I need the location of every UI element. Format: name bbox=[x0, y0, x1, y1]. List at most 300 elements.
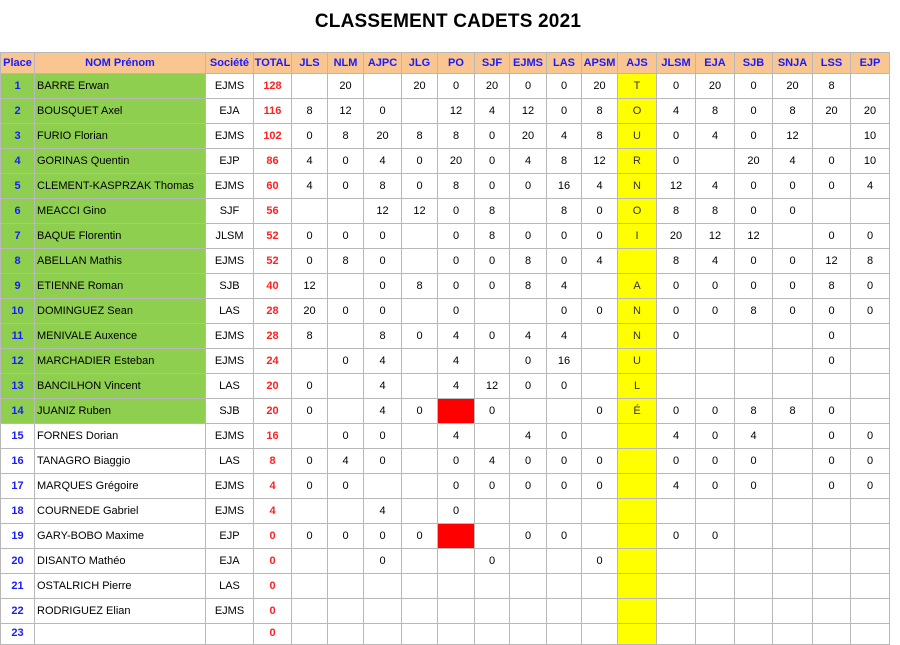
club-cell: EJP bbox=[206, 149, 254, 174]
score-cell-jls bbox=[292, 199, 328, 224]
score-cell-eja bbox=[696, 349, 735, 374]
total-cell: 0 bbox=[254, 524, 292, 549]
header-lss: LSS bbox=[813, 53, 851, 74]
score-cell-jls: 0 bbox=[292, 249, 328, 274]
score-cell-lss bbox=[813, 524, 851, 549]
score-cell-eja: 0 bbox=[696, 399, 735, 424]
place-cell: 6 bbox=[1, 199, 35, 224]
score-cell-eja: 0 bbox=[696, 299, 735, 324]
table-row bbox=[1, 474, 890, 499]
score-cell-jlg bbox=[402, 599, 438, 624]
name-cell: RODRIGUEZ Elian bbox=[35, 599, 206, 624]
score-cell-snja bbox=[773, 224, 813, 249]
score-cell-sjb bbox=[735, 349, 773, 374]
score-cell-sjb bbox=[735, 549, 773, 574]
score-cell-snja bbox=[773, 524, 813, 549]
score-cell-ejp: 10 bbox=[851, 149, 890, 174]
score-cell-lss bbox=[813, 549, 851, 574]
score-cell-apsm bbox=[582, 524, 618, 549]
place-cell: 4 bbox=[1, 149, 35, 174]
score-cell-ajs bbox=[618, 574, 657, 599]
score-cell-lss: 12 bbox=[813, 249, 851, 274]
score-cell-po: 0 bbox=[438, 74, 475, 99]
score-cell-sjb: 8 bbox=[735, 299, 773, 324]
club-cell: SJB bbox=[206, 274, 254, 299]
place-cell: 15 bbox=[1, 424, 35, 449]
name-cell: MENIVALE Auxence bbox=[35, 324, 206, 349]
score-cell-jlg bbox=[402, 374, 438, 399]
score-cell-nlm: 20 bbox=[328, 74, 364, 99]
score-cell-ejms: 0 bbox=[510, 524, 547, 549]
score-cell-ejms bbox=[510, 299, 547, 324]
score-cell-po: 20 bbox=[438, 149, 475, 174]
score-cell-eja: 0 bbox=[696, 474, 735, 499]
score-cell-ajs: R bbox=[618, 149, 657, 174]
score-cell-sjb bbox=[735, 524, 773, 549]
score-cell-lss bbox=[813, 624, 851, 645]
score-cell-ajs bbox=[618, 524, 657, 549]
score-cell-ajpc: 20 bbox=[364, 124, 402, 149]
score-cell-las: 0 bbox=[547, 449, 582, 474]
score-cell-po bbox=[438, 524, 475, 549]
header-name: NOM Prénom bbox=[35, 53, 206, 74]
total-cell: 0 bbox=[254, 574, 292, 599]
score-cell-sjf: 0 bbox=[475, 124, 510, 149]
total-cell: 0 bbox=[254, 549, 292, 574]
score-cell-ajpc: 4 bbox=[364, 499, 402, 524]
total-cell: 56 bbox=[254, 199, 292, 224]
score-cell-ajpc bbox=[364, 599, 402, 624]
score-cell-jlg bbox=[402, 424, 438, 449]
score-cell-eja: 4 bbox=[696, 174, 735, 199]
score-cell-jlsm bbox=[657, 624, 696, 645]
score-cell-jls: 0 bbox=[292, 124, 328, 149]
score-cell-jls bbox=[292, 624, 328, 645]
club-cell: EJMS bbox=[206, 424, 254, 449]
score-cell-ejms bbox=[510, 549, 547, 574]
score-cell-eja: 20 bbox=[696, 74, 735, 99]
header-sjb: SJB bbox=[735, 53, 773, 74]
page-title: CLASSEMENT CADETS 2021 bbox=[314, 11, 582, 32]
score-cell-ajpc: 8 bbox=[364, 174, 402, 199]
name-cell: BANCILHON Vincent bbox=[35, 374, 206, 399]
score-cell-lss: 0 bbox=[813, 324, 851, 349]
score-cell-sjb: 0 bbox=[735, 174, 773, 199]
score-cell-apsm bbox=[582, 274, 618, 299]
score-cell-eja: 4 bbox=[696, 124, 735, 149]
score-cell-las: 8 bbox=[547, 149, 582, 174]
score-cell-las: 0 bbox=[547, 99, 582, 124]
ranking-body bbox=[1, 74, 890, 645]
score-cell-ejms bbox=[510, 574, 547, 599]
score-cell-snja bbox=[773, 624, 813, 645]
score-cell-sjf: 0 bbox=[475, 474, 510, 499]
score-cell-ejp bbox=[851, 599, 890, 624]
club-cell: EJP bbox=[206, 524, 254, 549]
score-cell-nlm bbox=[328, 374, 364, 399]
score-cell-sjf bbox=[475, 349, 510, 374]
score-cell-jlsm bbox=[657, 374, 696, 399]
score-cell-sjf bbox=[475, 624, 510, 645]
score-cell-sjf: 20 bbox=[475, 74, 510, 99]
score-cell-sjb: 0 bbox=[735, 124, 773, 149]
score-cell-jlg: 20 bbox=[402, 74, 438, 99]
place-cell: 20 bbox=[1, 549, 35, 574]
table-row bbox=[1, 374, 890, 399]
score-cell-apsm bbox=[582, 574, 618, 599]
score-cell-ajpc: 4 bbox=[364, 374, 402, 399]
score-cell-jls bbox=[292, 549, 328, 574]
score-cell-sjb: 4 bbox=[735, 424, 773, 449]
score-cell-ajpc: 0 bbox=[364, 449, 402, 474]
score-cell-ajs: U bbox=[618, 349, 657, 374]
score-cell-jlg bbox=[402, 624, 438, 645]
score-cell-lss: 0 bbox=[813, 299, 851, 324]
score-cell-sjf: 0 bbox=[475, 149, 510, 174]
score-cell-ajs bbox=[618, 249, 657, 274]
score-cell-ajpc: 0 bbox=[364, 224, 402, 249]
score-cell-jlsm: 0 bbox=[657, 399, 696, 424]
score-cell-snja: 0 bbox=[773, 274, 813, 299]
score-cell-nlm: 0 bbox=[328, 474, 364, 499]
name-cell: FURIO Florian bbox=[35, 124, 206, 149]
score-cell-snja: 8 bbox=[773, 399, 813, 424]
score-cell-jlg bbox=[402, 474, 438, 499]
club-cell: JLSM bbox=[206, 224, 254, 249]
total-cell: 28 bbox=[254, 299, 292, 324]
score-cell-sjb: 12 bbox=[735, 224, 773, 249]
score-cell-sjf: 8 bbox=[475, 199, 510, 224]
score-cell-ejms: 0 bbox=[510, 474, 547, 499]
table-row bbox=[1, 224, 890, 249]
score-cell-jlg: 12 bbox=[402, 199, 438, 224]
score-cell-po: 4 bbox=[438, 374, 475, 399]
name-cell: MARQUES Grégoire bbox=[35, 474, 206, 499]
score-cell-ajs bbox=[618, 599, 657, 624]
place-cell: 21 bbox=[1, 574, 35, 599]
score-cell-apsm: 0 bbox=[582, 299, 618, 324]
score-cell-lss bbox=[813, 574, 851, 599]
score-cell-sjb bbox=[735, 499, 773, 524]
place-cell: 19 bbox=[1, 524, 35, 549]
name-cell: CLEMENT-KASPRZAK Thomas bbox=[35, 174, 206, 199]
score-cell-apsm: 20 bbox=[582, 74, 618, 99]
score-cell-jlsm: 4 bbox=[657, 99, 696, 124]
score-cell-ajs: U bbox=[618, 124, 657, 149]
score-cell-las: 4 bbox=[547, 124, 582, 149]
total-cell: 28 bbox=[254, 324, 292, 349]
club-cell: EJMS bbox=[206, 249, 254, 274]
score-cell-apsm bbox=[582, 424, 618, 449]
score-cell-jlg: 0 bbox=[402, 149, 438, 174]
score-cell-nlm: 4 bbox=[328, 449, 364, 474]
score-cell-ajs bbox=[618, 499, 657, 524]
score-cell-ajpc: 4 bbox=[364, 149, 402, 174]
score-cell-ajs bbox=[618, 449, 657, 474]
place-cell: 1 bbox=[1, 74, 35, 99]
score-cell-po bbox=[438, 399, 475, 424]
score-cell-lss: 20 bbox=[813, 99, 851, 124]
score-cell-ejp: 0 bbox=[851, 424, 890, 449]
table-row bbox=[1, 174, 890, 199]
score-cell-nlm: 0 bbox=[328, 149, 364, 174]
score-cell-ajpc: 0 bbox=[364, 524, 402, 549]
score-cell-las bbox=[547, 624, 582, 645]
score-cell-las: 4 bbox=[547, 324, 582, 349]
score-cell-lss: 0 bbox=[813, 349, 851, 374]
score-cell-snja: 0 bbox=[773, 174, 813, 199]
score-cell-jlg bbox=[402, 249, 438, 274]
score-cell-lss: 0 bbox=[813, 224, 851, 249]
score-cell-nlm: 0 bbox=[328, 524, 364, 549]
score-cell-ajpc: 4 bbox=[364, 349, 402, 374]
score-cell-ejms: 0 bbox=[510, 74, 547, 99]
score-cell-apsm bbox=[582, 499, 618, 524]
score-cell-ejms bbox=[510, 399, 547, 424]
score-cell-jlsm: 4 bbox=[657, 474, 696, 499]
score-cell-apsm: 0 bbox=[582, 549, 618, 574]
score-cell-nlm: 0 bbox=[328, 349, 364, 374]
score-cell-ejms bbox=[510, 624, 547, 645]
score-cell-ejp bbox=[851, 524, 890, 549]
score-cell-sjb bbox=[735, 574, 773, 599]
club-cell: LAS bbox=[206, 299, 254, 324]
total-cell: 24 bbox=[254, 349, 292, 374]
score-cell-po: 8 bbox=[438, 124, 475, 149]
score-cell-snja: 8 bbox=[773, 99, 813, 124]
place-cell: 12 bbox=[1, 349, 35, 374]
total-cell: 0 bbox=[254, 624, 292, 645]
score-cell-nlm: 8 bbox=[328, 249, 364, 274]
place-cell: 10 bbox=[1, 299, 35, 324]
score-cell-jlsm bbox=[657, 349, 696, 374]
club-cell: EJMS bbox=[206, 324, 254, 349]
table-row bbox=[1, 549, 890, 574]
header-eja: EJA bbox=[696, 53, 735, 74]
score-cell-ejp: 4 bbox=[851, 174, 890, 199]
name-cell: COURNEDE Gabriel bbox=[35, 499, 206, 524]
club-cell: EJMS bbox=[206, 599, 254, 624]
score-cell-snja: 0 bbox=[773, 249, 813, 274]
score-cell-sjb: 0 bbox=[735, 249, 773, 274]
total-cell: 8 bbox=[254, 449, 292, 474]
score-cell-apsm bbox=[582, 599, 618, 624]
score-cell-lss bbox=[813, 374, 851, 399]
score-cell-sjf bbox=[475, 574, 510, 599]
score-cell-ejms bbox=[510, 499, 547, 524]
header-total: TOTAL bbox=[254, 53, 292, 74]
score-cell-ajs: É bbox=[618, 399, 657, 424]
score-cell-lss: 0 bbox=[813, 424, 851, 449]
score-cell-jlsm: 0 bbox=[657, 74, 696, 99]
table-row bbox=[1, 574, 890, 599]
score-cell-sjf: 8 bbox=[475, 224, 510, 249]
name-cell: TANAGRO Biaggio bbox=[35, 449, 206, 474]
score-cell-apsm: 0 bbox=[582, 224, 618, 249]
score-cell-nlm: 0 bbox=[328, 424, 364, 449]
club-cell: EJMS bbox=[206, 74, 254, 99]
score-cell-ejp: 0 bbox=[851, 449, 890, 474]
score-cell-jls bbox=[292, 74, 328, 99]
score-cell-ajs: N bbox=[618, 324, 657, 349]
total-cell: 102 bbox=[254, 124, 292, 149]
name-cell: BARRE Erwan bbox=[35, 74, 206, 99]
score-cell-po: 0 bbox=[438, 474, 475, 499]
score-cell-snja bbox=[773, 374, 813, 399]
header-place: Place bbox=[1, 53, 35, 74]
score-cell-sjb bbox=[735, 324, 773, 349]
score-cell-eja bbox=[696, 599, 735, 624]
header-nlm: NLM bbox=[328, 53, 364, 74]
score-cell-las: 0 bbox=[547, 224, 582, 249]
score-cell-ajs: A bbox=[618, 274, 657, 299]
score-cell-lss: 8 bbox=[813, 274, 851, 299]
club-cell: EJA bbox=[206, 549, 254, 574]
score-cell-ejp bbox=[851, 624, 890, 645]
score-cell-sjb bbox=[735, 624, 773, 645]
score-cell-po: 0 bbox=[438, 274, 475, 299]
score-cell-snja: 12 bbox=[773, 124, 813, 149]
table-row bbox=[1, 249, 890, 274]
header-ajs: AJS bbox=[618, 53, 657, 74]
score-cell-eja bbox=[696, 499, 735, 524]
score-cell-ejp bbox=[851, 199, 890, 224]
score-cell-snja bbox=[773, 549, 813, 574]
total-cell: 0 bbox=[254, 599, 292, 624]
header-club: Société bbox=[206, 53, 254, 74]
score-cell-sjb bbox=[735, 599, 773, 624]
header-jlsm: JLSM bbox=[657, 53, 696, 74]
score-cell-apsm: 4 bbox=[582, 249, 618, 274]
score-cell-ejms: 0 bbox=[510, 224, 547, 249]
club-cell: EJMS bbox=[206, 174, 254, 199]
score-cell-jlg: 0 bbox=[402, 324, 438, 349]
place-cell: 16 bbox=[1, 449, 35, 474]
score-cell-ejms bbox=[510, 199, 547, 224]
score-cell-sjf: 12 bbox=[475, 374, 510, 399]
score-cell-eja bbox=[696, 149, 735, 174]
score-cell-po bbox=[438, 599, 475, 624]
score-cell-sjf bbox=[475, 599, 510, 624]
score-cell-po: 0 bbox=[438, 299, 475, 324]
score-cell-nlm bbox=[328, 549, 364, 574]
score-cell-apsm: 8 bbox=[582, 99, 618, 124]
score-cell-jls: 12 bbox=[292, 274, 328, 299]
total-cell: 20 bbox=[254, 399, 292, 424]
score-cell-jls bbox=[292, 574, 328, 599]
name-cell: ABELLAN Mathis bbox=[35, 249, 206, 274]
score-cell-ajs: I bbox=[618, 224, 657, 249]
score-cell-eja bbox=[696, 574, 735, 599]
score-cell-po: 12 bbox=[438, 99, 475, 124]
score-cell-apsm: 12 bbox=[582, 149, 618, 174]
score-cell-nlm: 0 bbox=[328, 174, 364, 199]
score-cell-ajs: L bbox=[618, 374, 657, 399]
score-cell-ajs: O bbox=[618, 99, 657, 124]
score-cell-jlg: 0 bbox=[402, 399, 438, 424]
score-cell-nlm bbox=[328, 324, 364, 349]
score-cell-nlm: 0 bbox=[328, 299, 364, 324]
score-cell-jlg bbox=[402, 499, 438, 524]
score-cell-nlm bbox=[328, 624, 364, 645]
club-cell: LAS bbox=[206, 449, 254, 474]
header-jlg: JLG bbox=[402, 53, 438, 74]
total-cell: 4 bbox=[254, 499, 292, 524]
score-cell-ejms: 4 bbox=[510, 424, 547, 449]
score-cell-sjf: 4 bbox=[475, 449, 510, 474]
score-cell-lss: 0 bbox=[813, 174, 851, 199]
score-cell-snja bbox=[773, 599, 813, 624]
score-cell-jlsm: 12 bbox=[657, 174, 696, 199]
score-cell-eja: 0 bbox=[696, 524, 735, 549]
score-cell-ejp bbox=[851, 324, 890, 349]
score-cell-snja bbox=[773, 349, 813, 374]
score-cell-jlsm: 0 bbox=[657, 324, 696, 349]
score-cell-las: 0 bbox=[547, 74, 582, 99]
score-cell-snja: 0 bbox=[773, 299, 813, 324]
score-cell-jls: 0 bbox=[292, 449, 328, 474]
club-cell: SJB bbox=[206, 399, 254, 424]
table-row bbox=[1, 299, 890, 324]
score-cell-ejp bbox=[851, 549, 890, 574]
header-ejp: EJP bbox=[851, 53, 890, 74]
score-cell-po: 0 bbox=[438, 499, 475, 524]
header-jls: JLS bbox=[292, 53, 328, 74]
score-cell-las bbox=[547, 574, 582, 599]
score-cell-sjf bbox=[475, 524, 510, 549]
name-cell: BAQUE Florentin bbox=[35, 224, 206, 249]
ranking-table bbox=[0, 52, 890, 645]
score-cell-ejp: 8 bbox=[851, 249, 890, 274]
score-cell-ejp bbox=[851, 349, 890, 374]
place-cell: 23 bbox=[1, 624, 35, 645]
score-cell-jls: 0 bbox=[292, 399, 328, 424]
score-cell-po: 4 bbox=[438, 349, 475, 374]
score-cell-ejp: 0 bbox=[851, 474, 890, 499]
score-cell-ejp: 10 bbox=[851, 124, 890, 149]
total-cell: 116 bbox=[254, 99, 292, 124]
score-cell-ajpc bbox=[364, 574, 402, 599]
score-cell-ejms: 20 bbox=[510, 124, 547, 149]
score-cell-ajs: N bbox=[618, 174, 657, 199]
score-cell-jlsm bbox=[657, 599, 696, 624]
score-cell-nlm: 8 bbox=[328, 124, 364, 149]
total-cell: 16 bbox=[254, 424, 292, 449]
score-cell-po: 0 bbox=[438, 224, 475, 249]
total-cell: 40 bbox=[254, 274, 292, 299]
table-row bbox=[1, 99, 890, 124]
score-cell-ajpc: 4 bbox=[364, 399, 402, 424]
score-cell-snja bbox=[773, 449, 813, 474]
place-cell: 22 bbox=[1, 599, 35, 624]
score-cell-ajs: O bbox=[618, 199, 657, 224]
score-cell-jlsm: 0 bbox=[657, 124, 696, 149]
score-cell-eja: 4 bbox=[696, 249, 735, 274]
score-cell-sjb: 0 bbox=[735, 274, 773, 299]
score-cell-jlg bbox=[402, 224, 438, 249]
score-cell-eja bbox=[696, 624, 735, 645]
score-cell-jlsm: 4 bbox=[657, 424, 696, 449]
score-cell-ejms: 4 bbox=[510, 324, 547, 349]
score-cell-jlg: 8 bbox=[402, 124, 438, 149]
score-cell-apsm: 0 bbox=[582, 399, 618, 424]
score-cell-jls: 4 bbox=[292, 174, 328, 199]
club-cell: EJA bbox=[206, 99, 254, 124]
score-cell-lss bbox=[813, 199, 851, 224]
header-las: LAS bbox=[547, 53, 582, 74]
place-cell: 17 bbox=[1, 474, 35, 499]
score-cell-sjf: 0 bbox=[475, 274, 510, 299]
